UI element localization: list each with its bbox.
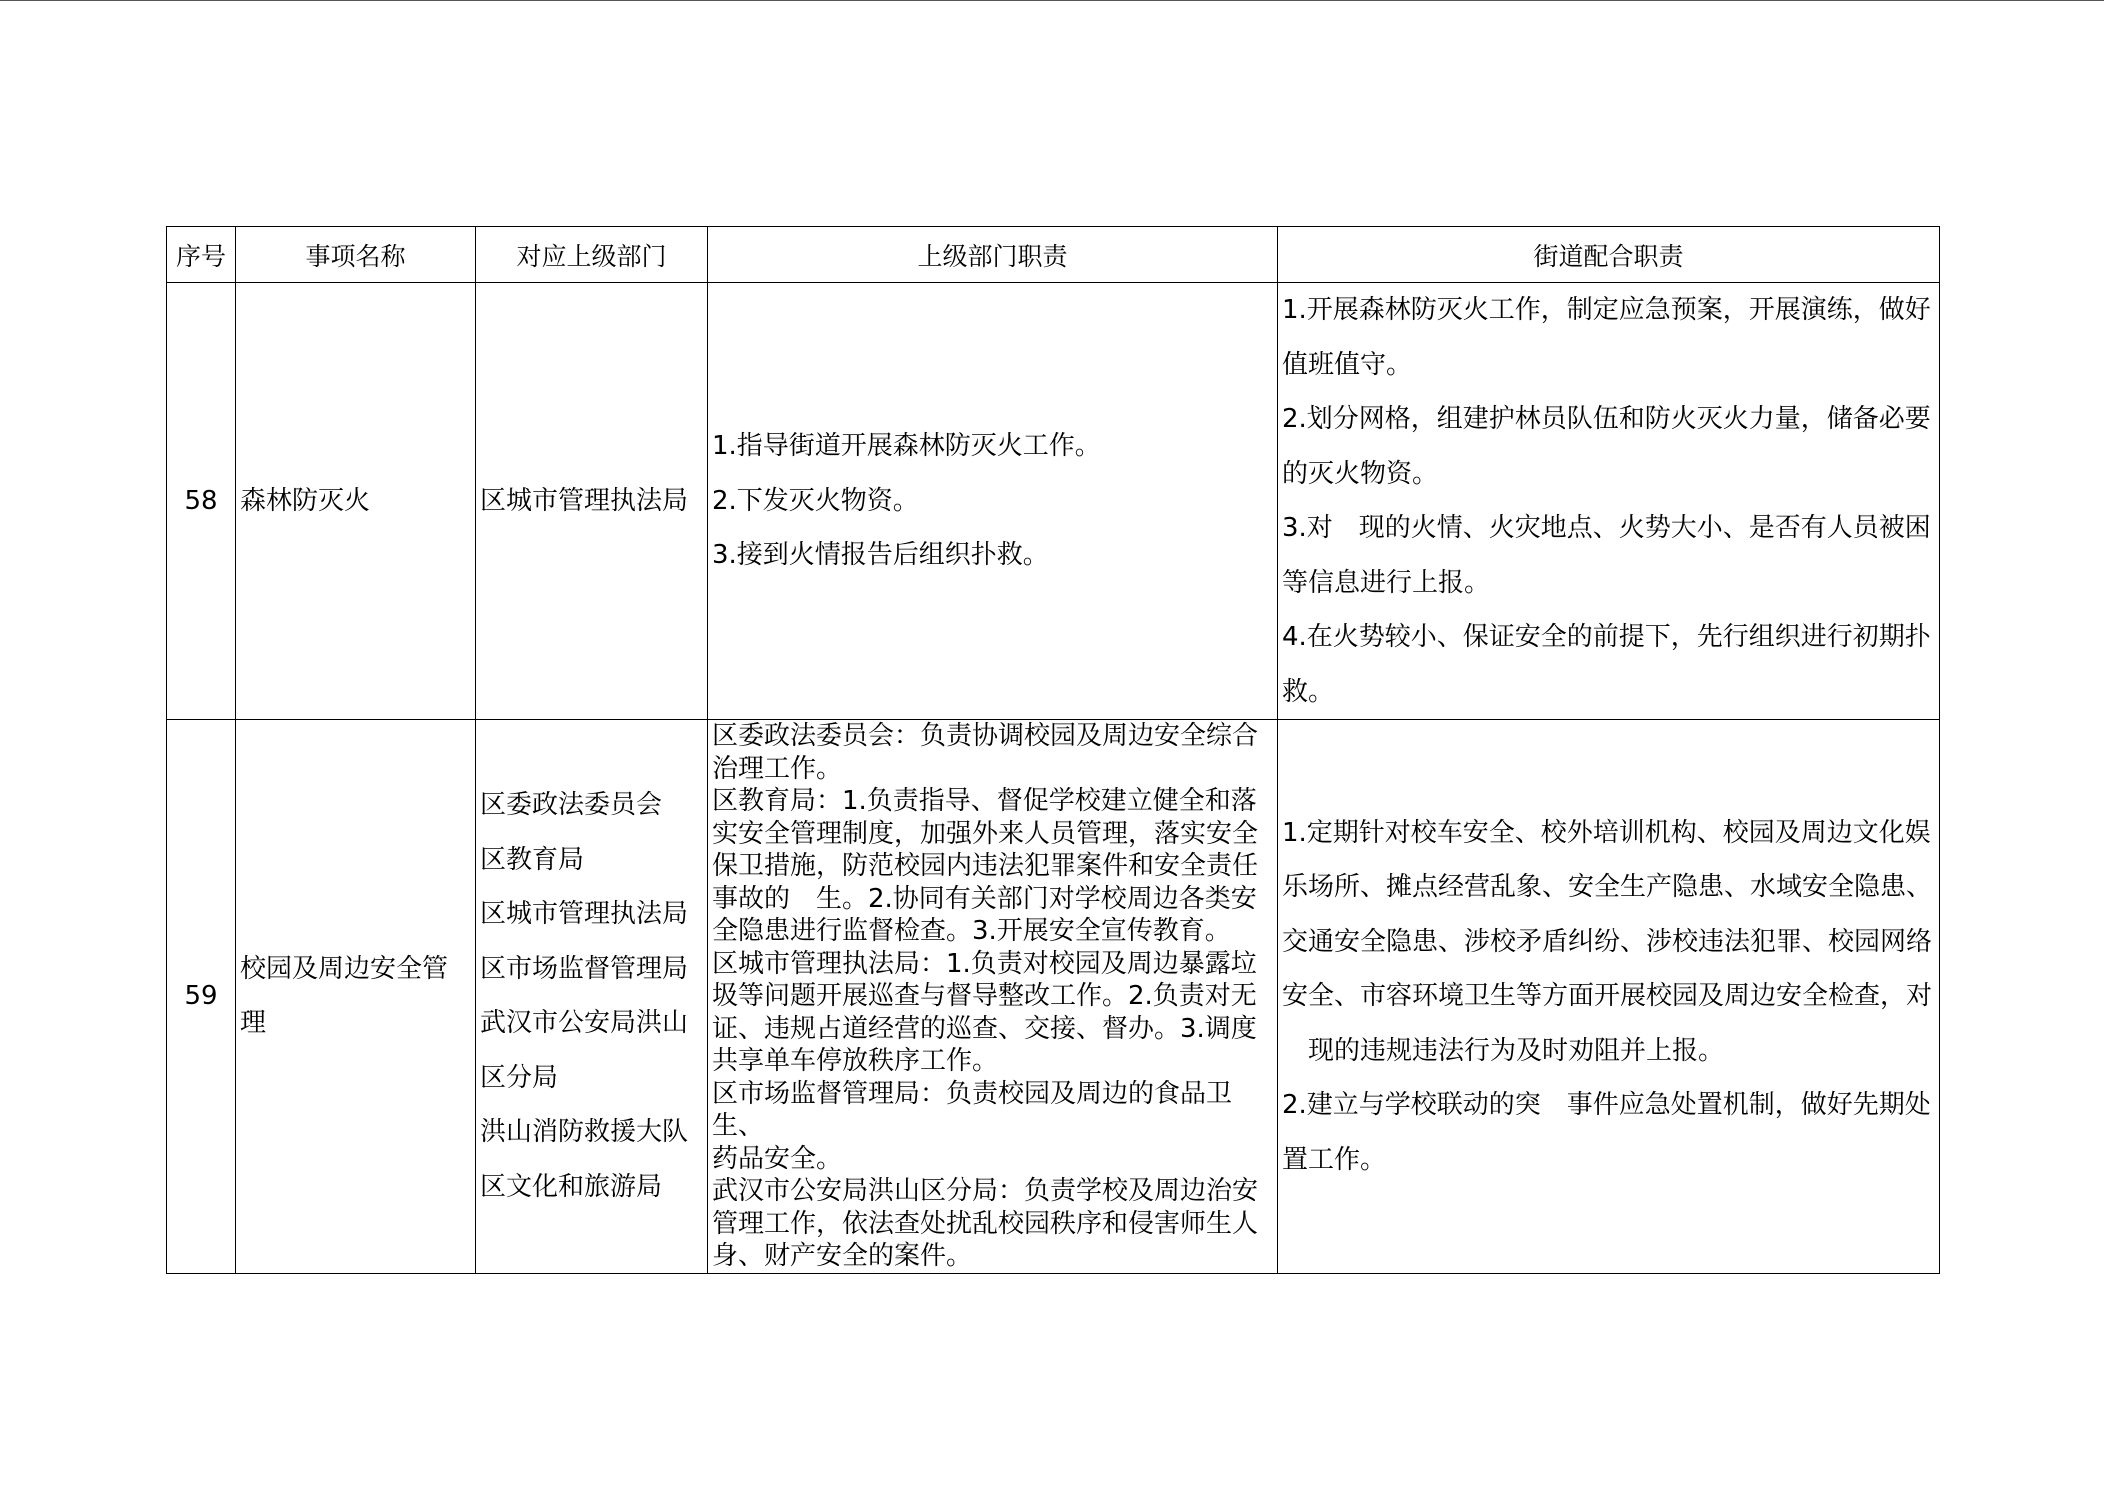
- row-street-duties: [1278, 283, 1940, 720]
- department-name: 区城市管理执法局: [480, 485, 689, 516]
- duty-line: 共享单车停放秩序工作。: [712, 1046, 999, 1076]
- duty-line: 保卫措施，防范校园内违法犯罪案件和安全责任: [712, 851, 1259, 881]
- department-name: 区市场监督管理局: [480, 953, 689, 984]
- duty-line: 救。: [1282, 676, 1335, 707]
- table-row: [167, 283, 1940, 720]
- duty-line: 置工作。: [1282, 1144, 1387, 1175]
- duty-line: 证、违规占道经营的巡查、交接、督办。3.调度: [712, 1013, 1257, 1044]
- table-header-row: [167, 227, 1940, 283]
- duty-line: 实安全管理制度，加强外来人员管理，落实安全: [712, 818, 1259, 849]
- duty-line: 1.定期针对校车安全、校外培训机构、校园及周边文化娱: [1282, 817, 1931, 848]
- duty-line: 管理工作，依法查处扰乱校园秩序和侵害师生人: [712, 1208, 1259, 1239]
- header-street-duties: 街道配合职责: [1278, 227, 1940, 283]
- table-row: [167, 720, 1940, 1274]
- duty-line: 现的违规违法行为及时劝阻并上报。: [1282, 1035, 1725, 1066]
- department-name: 区文化和旅游局: [480, 1171, 663, 1202]
- row-superior-duties: [708, 720, 1278, 1274]
- duty-line: 事故的 生。2.协同有关部门对学校周边各类安: [712, 883, 1257, 914]
- department-name: 区教育局: [480, 844, 585, 875]
- duty-line: 2.建立与学校联动的突 事件应急处置机制，做好先期处: [1282, 1090, 1931, 1120]
- row-item-name: 森林防灭火: [236, 283, 476, 720]
- duty-line: 区城市管理执法局：1.负责对校园及周边暴露垃: [712, 948, 1257, 979]
- duty-line: 全隐患进行监督检查。3.开展安全宣传教育。: [712, 916, 1231, 946]
- page-top-border: [0, 0, 2104, 1]
- duty-line: 3.对 现的火情、火灾地点、火势大小、是否有人员被困: [1282, 513, 1931, 543]
- row-departments: [476, 283, 708, 720]
- department-name: 区委政法委员会: [480, 790, 663, 821]
- duty-line: 3.接到火情报告后组织扑救。: [712, 540, 1049, 571]
- department-name: 武汉市公安局洪山: [480, 1008, 689, 1039]
- duty-line: 2.划分网格，组建护林员队伍和防火灭火力量，储备必要: [1282, 404, 1931, 434]
- duty-line: 值班值守。: [1282, 349, 1413, 380]
- duty-line: 武汉市公安局洪山区分局：负责学校及周边治安: [712, 1176, 1259, 1206]
- item-name-line: 理: [240, 1008, 267, 1039]
- item-name-line: 校园及周边安全管: [240, 953, 449, 984]
- department-name: 洪山消防救援大队: [480, 1117, 689, 1148]
- duties-table: [166, 226, 1940, 1274]
- duty-line: 安全、市容环境卫生等方面开展校园及周边安全检查，对: [1282, 981, 1933, 1011]
- department-name: 区分局: [480, 1062, 559, 1093]
- duty-line: 药品安全。: [712, 1143, 843, 1174]
- duty-line: 圾等问题开展巡查与督导整改工作。2.负责对无: [712, 981, 1257, 1011]
- duty-line: 区委政法委员会：负责协调校园及周边安全综合: [712, 721, 1259, 751]
- duty-line: 4.在火势较小、保证安全的前提下，先行组织进行初期扑: [1282, 622, 1931, 652]
- row-number: 59: [167, 720, 236, 1274]
- row-superior-duties: [708, 283, 1278, 720]
- duty-line: 2.下发灭火物资。: [712, 485, 919, 516]
- duty-line: 1.开展森林防灭火工作，制定应急预案，开展演练，做好: [1282, 295, 1931, 325]
- duty-line: 身、财产安全的案件。: [712, 1241, 973, 1271]
- duty-line: 1.指导街道开展森林防灭火工作。: [712, 431, 1101, 462]
- duty-line: 的灭火物资。: [1282, 458, 1439, 489]
- header-superior-duties: 上级部门职责: [708, 227, 1278, 283]
- header-superior-department: 对应上级部门: [476, 227, 708, 283]
- duty-line: 区教育局：1.负责指导、督促学校建立健全和落: [712, 786, 1257, 816]
- duty-line: 交通安全隐患、涉校矛盾纠纷、涉校违法犯罪、校园网络: [1282, 926, 1933, 957]
- duty-line: 等信息进行上报。: [1282, 567, 1491, 598]
- department-name: 区城市管理执法局: [480, 899, 689, 930]
- header-serial-number: 序号: [167, 227, 236, 283]
- duty-line: 乐场所、摊点经营乱象、安全生产隐患、水域安全隐患、: [1282, 872, 1933, 902]
- header-item-name: 事项名称: [236, 227, 476, 283]
- row-number: 58: [167, 283, 236, 720]
- row-item-name: [236, 720, 476, 1274]
- duty-line: 区市场监督管理局：负责校园及周边的食品卫生、: [712, 1078, 1233, 1141]
- row-street-duties: [1278, 720, 1940, 1274]
- row-departments: [476, 720, 708, 1274]
- duty-line: 治理工作。: [712, 753, 843, 784]
